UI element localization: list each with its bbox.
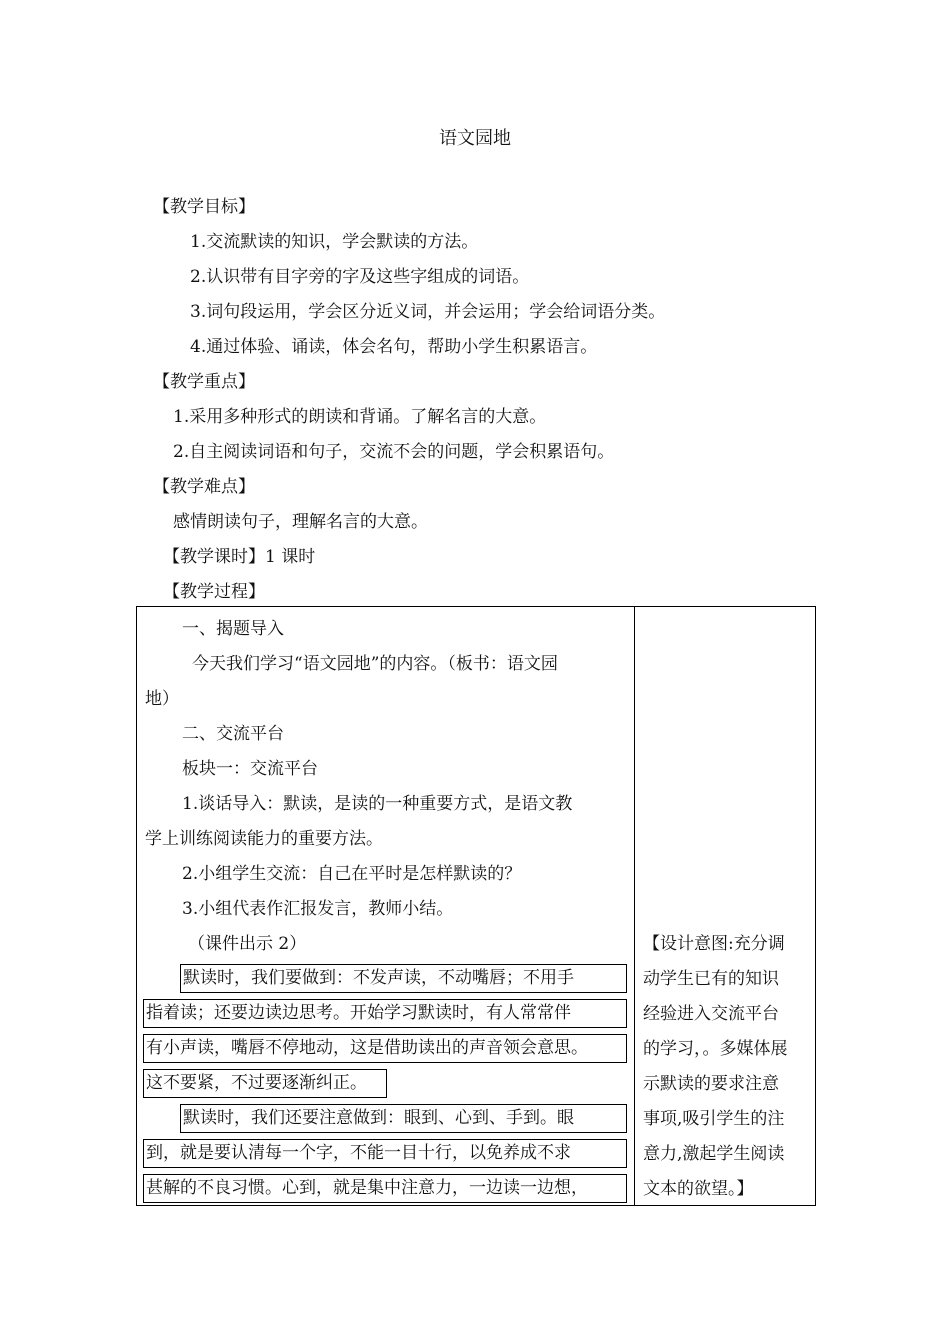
table-line: 学上训练阅读能力的重要方法。 — [145, 829, 383, 849]
design-note-line: 【设计意图:充分调 — [643, 934, 785, 954]
goal-item: 1.交流默读的知识，学会默读的方法。 — [190, 232, 479, 252]
design-note-line: 文本的欲望。】 — [643, 1179, 754, 1199]
design-note-line: 示默读的要求注意 — [643, 1074, 779, 1094]
table-line: （课件出示 2） — [188, 934, 307, 954]
boxed-quote-line: 指着读；还要边读边思考。开始学习默读时，有人常常伴 — [143, 999, 627, 1028]
difficulty-text: 感情朗读句子，理解名言的大意。 — [173, 512, 428, 532]
boxed-quote-line: 有小声读，嘴唇不停地动，这是借助读出的声音领会意思。 — [143, 1034, 627, 1063]
boxed-quote-line: 这不要紧，不过要逐渐纠正。 — [143, 1069, 387, 1098]
design-note-line: 动学生已有的知识 — [643, 969, 779, 989]
design-note-line: 意力,激起学生阅读 — [643, 1144, 785, 1164]
table-line: 2.小组学生交流：自己在平时是怎样默读的？ — [182, 864, 522, 884]
table-divider — [634, 606, 635, 1206]
table-line: 地） — [145, 689, 179, 709]
goal-item: 3.词句段运用，学会区分近义词，并会运用；学会给词语分类。 — [190, 302, 666, 322]
table-line: 今天我们学习“语文园地”的内容。（板书：语文园 — [192, 654, 558, 674]
table-line: 1.谈话导入：默读，是读的一种重要方式，是语文教 — [182, 794, 573, 814]
table-line: 一、揭题导入 — [182, 619, 284, 639]
design-note-line: 经验进入交流平台 — [643, 1004, 779, 1024]
goals-heading: 【教学目标】 — [153, 197, 255, 217]
hours-line: 【教学课时】1 课时 — [163, 547, 316, 567]
focus-item: 2.自主阅读词语和句子，交流不会的问题，学会积累语句。 — [173, 442, 615, 462]
design-note-line: 的学习，。多媒体展 — [643, 1039, 788, 1059]
table-line: 3.小组代表作汇报发言，教师小结。 — [182, 899, 454, 919]
goal-item: 2.认识带有目字旁的字及这些字组成的词语。 — [190, 267, 530, 287]
boxed-quote-line: 默读时，我们要做到：不发声读，不动嘴唇；不用手 — [180, 964, 627, 993]
boxed-quote-line: 到，就是要认清每一个字，不能一目十行，以免养成不求 — [143, 1139, 627, 1168]
boxed-quote-line: 默读时，我们还要注意做到：眼到、心到、手到。眼 — [180, 1104, 627, 1133]
page-title: 语文园地 — [439, 128, 511, 149]
table-line: 二、交流平台 — [182, 724, 284, 744]
boxed-quote-line: 甚解的不良习惯。心到，就是集中注意力，一边读一边想， — [143, 1174, 627, 1203]
table-line: 板块一：交流平台 — [182, 759, 318, 779]
process-heading: 【教学过程】 — [163, 582, 265, 602]
focus-heading: 【教学重点】 — [153, 372, 255, 392]
design-note-line: 事项,吸引学生的注 — [643, 1109, 785, 1129]
goal-item: 4.通过体验、诵读，体会名句，帮助小学生积累语言。 — [190, 337, 598, 357]
focus-item: 1.采用多种形式的朗读和背诵。了解名言的大意。 — [173, 407, 547, 427]
difficulty-heading: 【教学难点】 — [153, 477, 255, 497]
